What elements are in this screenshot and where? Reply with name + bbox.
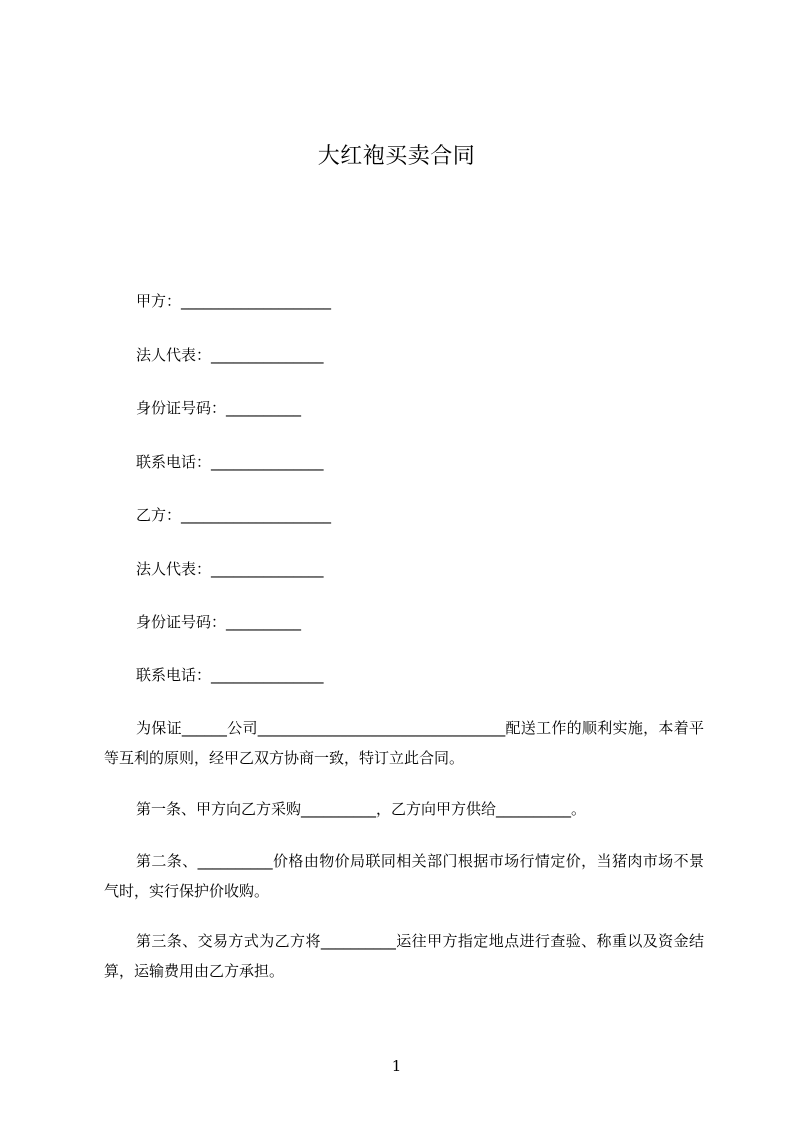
party-b-field: 乙方：____________________: [136, 506, 332, 524]
party-a-id-number-field: 身份证号码：__________: [136, 399, 302, 417]
party-a-legal-rep-field: 法人代表：_______________: [136, 346, 324, 364]
document-title: 大红袍买卖合同: [317, 144, 476, 169]
page-number: 1: [391, 1057, 402, 1075]
party-a-field: 甲方：____________________: [136, 292, 332, 310]
party-a-phone-field: 联系电话：_______________: [136, 453, 324, 471]
article-1-paragraph: 第一条、甲方向乙方采购__________，乙方向甲方供给__________。: [136, 800, 587, 818]
article-2-paragraph: 第二条、__________价格由物价局联同相关部门根据市场行情定价，当猪肉市场不景气时，实行保护价收购。: [104, 852, 704, 900]
party-b-legal-rep-field: 法人代表：_______________: [136, 560, 324, 578]
preamble-paragraph: 为保证______公司_________________________________配送工作的顺利实施，本着平等互利的原则，经甲乙双方协商一致，特订立此合同。: [104, 719, 704, 767]
article-3-paragraph: 第三条、交易方式为乙方将__________运往甲方指定地点进行查验、称重以及资金结算，运输费用由乙方承担。: [104, 932, 704, 980]
party-b-phone-field: 联系电话：_______________: [136, 666, 324, 684]
party-b-id-number-field: 身份证号码：__________: [136, 613, 302, 631]
